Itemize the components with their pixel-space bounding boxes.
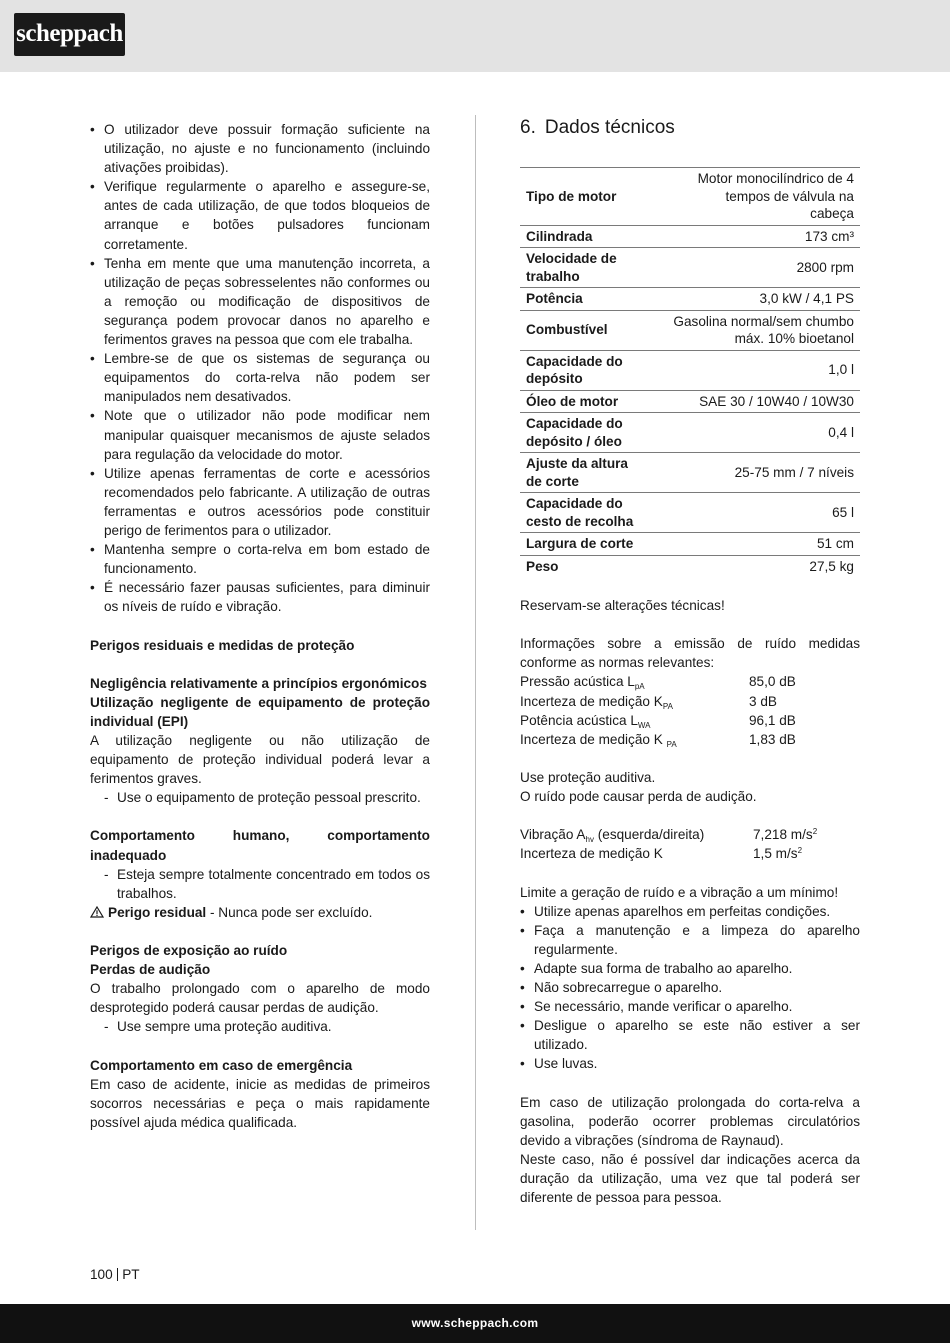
safety-bullet-list [90, 120, 430, 616]
spec-value: 51 cm [650, 533, 860, 556]
noise-label: Pressão acústica L [520, 674, 635, 690]
spec-label: Velocidade de trabalho [520, 248, 650, 288]
emergency-text: Em caso de acidente, inicie as medidas de primeiros socorros necessárias e peça o mais rapidamente possível ajuda médica qualificada. [90, 1076, 430, 1130]
table-row [520, 225, 860, 248]
section-title-text: Dados técnicos [544, 117, 675, 138]
spec-label: Tipo de motor [520, 168, 650, 226]
list-item: • Não sobrecarregue o aparelho. [520, 978, 860, 997]
warning-triangle-icon [90, 903, 104, 922]
duration-text: Neste caso, não é possível dar indicações acerca da duração da utilização, uma vez que tal poderá ser diferente de pessoa para pessoa. [520, 1151, 860, 1205]
spec-value: 2800 rpm [650, 248, 860, 288]
list-item: • Note que o utilizador não pode modificar nem manipular quaisquer mecanismos de ajuste selados para regulação da velocidade do motor. [90, 406, 430, 463]
limit-bullet-list [520, 902, 860, 1074]
spec-label: Capacidade do depósito / óleo [520, 413, 650, 453]
spec-value: Motor monocilíndrico de 4 tempos de válvula na cabeça [650, 168, 860, 226]
list-item: • Utilize apenas aparelhos em perfeitas condições. [520, 902, 860, 921]
table-row [520, 453, 860, 493]
spec-label: Largura de corte [520, 533, 650, 556]
noise-intro-text: Informações sobre a emissão de ruído medidas conforme as normas relevantes: [520, 636, 860, 671]
vibration-label: Vibração A [520, 827, 586, 843]
spec-value: 27,5 kg [809, 558, 854, 574]
residual-risks-heading: Perigos residuais e medidas de proteção [90, 637, 355, 653]
table-row [520, 350, 860, 390]
hearing-dash-item: - Use sempre uma proteção auditiva. [90, 1017, 430, 1036]
hearing-loss-warning: O ruído pode causar perda de audição. [520, 789, 757, 805]
table-row [520, 555, 860, 577]
noise-row [520, 730, 860, 749]
column-divider [475, 115, 476, 1230]
spec-value: 65 l [650, 493, 860, 533]
noise-row [520, 711, 860, 730]
noise-label-subscript: PA [662, 701, 673, 711]
residual-danger-line [90, 903, 430, 922]
list-item: • É necessário fazer pausas suficientes, para diminuir os níveis de ruído e vibração. [90, 578, 430, 616]
ppe-heading: Utilização negligente de equipamento de proteção individual (EPI) [90, 694, 430, 729]
spec-label: Cilindrada [520, 225, 650, 248]
language-code: PT [122, 1267, 140, 1282]
page-number-value: 100 [90, 1267, 113, 1282]
noise-value: 96,1 dB [749, 712, 796, 728]
noise-heading: Perigos de exposição ao ruído [90, 943, 288, 959]
right-column [520, 115, 860, 1207]
page-footer [0, 1304, 950, 1343]
table-row [520, 310, 860, 350]
scheppach-logo: scheppach [14, 13, 125, 56]
table-row [520, 533, 860, 556]
vibration-row [520, 825, 860, 844]
table-row [520, 248, 860, 288]
raynaud-text: Em caso de utilização prolongada do corta-relva a gasolina, poderão ocorrer problemas circulatórios devido a vibrações (síndroma de Raynaud). [520, 1094, 860, 1148]
website-url: www.scheppach.com [411, 1316, 539, 1330]
ppe-dash-item: - Use o equipamento de proteção pessoal prescrito. [90, 788, 430, 807]
spec-label: Potência [520, 288, 650, 311]
section-title [520, 115, 860, 141]
left-column [90, 120, 430, 1132]
spec-value: Gasolina normal/sem chumbo máx. 10% bioetanol [650, 310, 860, 350]
emergency-heading: Comportamento em caso de emergência [90, 1057, 353, 1073]
residual-danger-label: Perigo residual [108, 904, 207, 920]
ergonomics-heading: Negligência relativamente a princípios ergonómicos [90, 675, 427, 691]
spec-label: Óleo de motor [520, 390, 650, 413]
limit-noise-text: Limite a geração de ruído e a vibração a um mínimo! [520, 884, 839, 900]
noise-row [520, 692, 860, 711]
spec-label: Peso [526, 558, 559, 574]
table-row [520, 413, 860, 453]
spec-label: Combustível [520, 310, 650, 350]
vibration-label: Incerteza de medição K [520, 846, 663, 862]
noise-row [520, 672, 860, 691]
page-number-separator [117, 1268, 119, 1281]
residual-danger-text: - Nunca pode ser excluído. [206, 904, 373, 920]
table-row [520, 168, 860, 226]
human-behaviour-heading: Comportamento humano, comportamento inadequado [90, 828, 430, 863]
spec-label: Capacidade do cesto de recolha [520, 493, 650, 533]
noise-label-subscript: WA [637, 720, 651, 730]
spec-value: 173 cm³ [650, 225, 860, 248]
list-item: • Verifique regularmente o aparelho e assegure-se, antes de cada utilização, de que todos bloqueios de arranque e botões pulsadores funcionam corretamente. [90, 177, 430, 253]
table-row [520, 390, 860, 413]
spec-value: 1,0 l [650, 350, 860, 390]
vibration-value: 1,5 m/s [753, 846, 798, 862]
list-item: • O utilizador deve possuir formação suficiente na utilização, no ajuste e no funcionamento (incluindo ativações proibidas). [90, 120, 430, 177]
ppe-text: A utilização negligente ou não utilização de equipamento de proteção individual poderá levar a ferimentos graves. [90, 733, 430, 787]
spec-value: 0,4 l [650, 413, 860, 453]
table-row [520, 288, 860, 311]
list-item: • Faça a manutenção e a limpeza do aparelho regularmente. [520, 921, 860, 959]
noise-label-subscript: pA [634, 682, 645, 692]
noise-value: 3 dB [749, 693, 777, 709]
list-item: • Desligue o aparelho se este não estiver a ser utilizado. [520, 1016, 860, 1054]
spec-label: Ajuste da altura de corte [520, 453, 650, 493]
vibration-unit-exponent: 2 [812, 827, 818, 837]
hearing-loss-text: O trabalho prolongado com o aparelho de modo desprotegido poderá causar perdas de audição. [90, 981, 430, 1016]
list-item: • Use luvas. [520, 1054, 860, 1073]
spec-value: 3,0 kW / 4,1 PS [650, 288, 860, 311]
section-number: 6. [520, 117, 536, 138]
page-header [0, 0, 950, 72]
noise-label: Incerteza de medição K [520, 731, 667, 747]
noise-label: Incerteza de medição K [520, 693, 663, 709]
noise-value: 85,0 dB [749, 674, 796, 690]
noise-label-subscript: PA [666, 739, 677, 749]
page-number [90, 1265, 140, 1284]
vibration-label-subscript: hv [585, 835, 594, 845]
list-item: • Adapte sua forma de trabalho ao aparelho. [520, 959, 860, 978]
list-item: • Se necessário, mande verificar o aparelho. [520, 997, 860, 1016]
list-item: • Lembre-se de que os sistemas de segurança ou equipamentos do corta-relva não podem ser manipulados nem desativados. [90, 349, 430, 406]
spec-value: SAE 30 / 10W40 / 10W30 [650, 390, 860, 413]
vibration-label-suffix: (esquerda/direita) [593, 827, 705, 843]
reserved-changes-note: Reservam-se alterações técnicas! [520, 598, 725, 614]
vibration-value: 7,218 m/s [753, 827, 813, 843]
technical-data-table [520, 167, 860, 577]
vibration-row [520, 844, 860, 863]
table-row [520, 493, 860, 533]
noise-label: Potência acústica L [520, 712, 638, 728]
spec-label: Capacidade do depósito [520, 350, 650, 390]
vibration-unit-exponent: 2 [797, 846, 803, 856]
list-item: • Utilize apenas ferramentas de corte e acessórios recomendados pelo fabricante. A utilização de outras ferramentas e outros acessórios pode constituir perigo de ferimentos para o utilizador. [90, 464, 430, 540]
noise-value: 1,83 dB [749, 731, 796, 747]
hearing-protection-text: Use proteção auditiva. [520, 769, 656, 785]
spec-value: 25-75 mm / 7 níveis [650, 453, 860, 493]
list-item: • Tenha em mente que uma manutenção incorreta, a utilização de peças sobresselentes não conformes ou a remoção ou modificação de dispositivos de segurança podem provocar danos no aparelho e ferimentos graves na pessoa que com ele trabalha. [90, 254, 430, 349]
human-behaviour-dash-item: - Esteja sempre totalmente concentrado em todos os trabalhos. [90, 865, 430, 903]
list-item: • Mantenha sempre o corta-relva em bom estado de funcionamento. [90, 540, 430, 578]
hearing-loss-heading: Perdas de audição [90, 962, 211, 978]
